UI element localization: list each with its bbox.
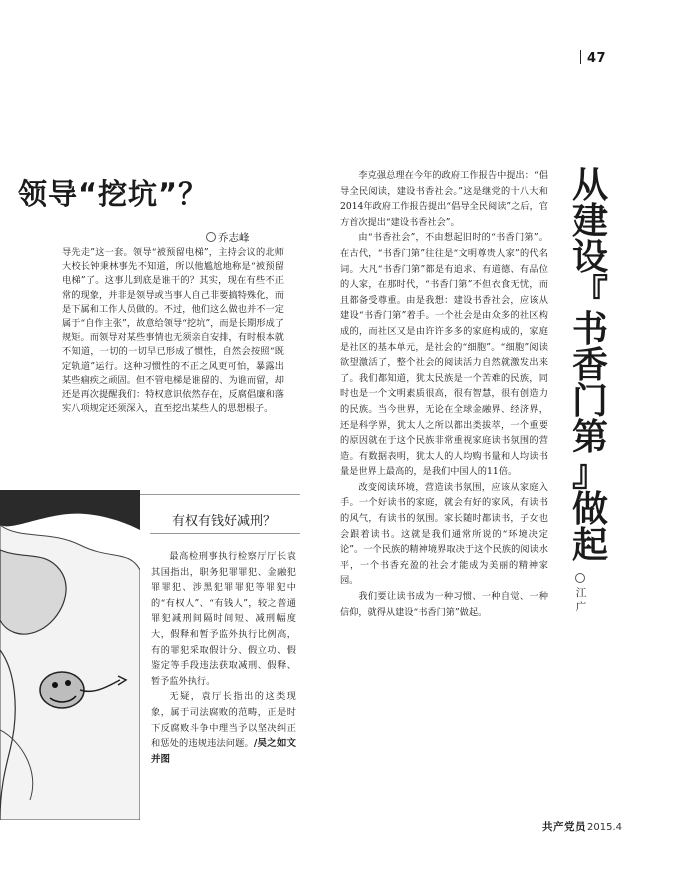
title-char: 设 <box>571 237 608 278</box>
illustration-credit: /吴之如文并图 <box>151 738 296 765</box>
article-title: 领导“挖坑”？ <box>18 177 209 211</box>
title-char: 起 <box>571 525 608 566</box>
magazine-name: 共产党员 <box>542 821 586 833</box>
author-mark-icon <box>575 573 585 583</box>
paragraph: 由“书香社会”，不由想起旧时的“书香门第”。在古代，“书香门第”往往是“文明尊贵人家”的代名词。大凡“书香门第”都是有追求、有道德、有品位的人家，在那时代，“书香门第”不但衣食无忧，而且都备受尊重。由是我想：建设书香社会，应该从建设“书香门第”着手。一个社会是由众多的社区构成的，而社区又是由许许多多的家庭构成的，家庭是社区的基本单元，是社会的“细胞”。“细胞”阅读欲望激活了，整个社会的阅读活力自然就激发出来了。我们都知道，犹太民族是一个苦难的民族，同时也是一个文明素质很高，很有智慧，很有创造力的民族。当今世界，无论在全球金融界、经济界，还是科学界，犹太人之所以都出类拔萃，一个重要的原因就在于这个民族非常重视家庭读书氛围的营造。有数据表明，犹太人的人均购书量和人均读书量是世界上最高的，是我们中国人的11倍。 <box>340 232 548 478</box>
paragraph: 改变阅读环境，营造读书氛围，应该从家庭入手。一个好读书的家庭，就会有好的家风，有读书的风气，有读书的氛围。家长随时都读书，子女也会跟着读书。这就是我们通常所说的“环境决定论”。一个民族的精神境界取决于这个民族的阅读水平，一个书香充盈的社会才能成为美丽的精神家园。 <box>340 481 548 587</box>
paragraph: 李克强总理在今年的政府工作报告中提出：“倡导全民阅读，建设书香社会。”这是继党的十八大和2014年政府工作报告提出“倡导全民阅读”之后，官方首次提出“建设书香社会”。 <box>340 170 548 228</box>
title-char: 第 <box>571 417 608 458</box>
paragraph: 无疑，袁厅长指出的这类现象，属于司法腐败的范畴，正是时下反腐败斗争中理当予以坚决纠正和惩处的违规违法问题。/吴之如文并图 <box>151 691 296 765</box>
sidebar-title: 有权有钱好减刑？ <box>172 514 277 529</box>
title-char: 建 <box>571 201 608 242</box>
sidebar-top-rule <box>140 494 300 495</box>
title-char: 书 <box>571 309 608 350</box>
cartoon-illustration <box>0 490 140 820</box>
article2-vertical-title <box>560 165 620 566</box>
author-mark-icon <box>206 232 216 242</box>
footer <box>542 819 622 834</box>
title-char: 香 <box>571 345 608 386</box>
article-body <box>62 246 284 416</box>
sidebar-body <box>151 549 296 767</box>
article2-author: 江广 <box>573 572 589 614</box>
paragraph: 导先走”这一套。领导“被预留电梯”，主持会议的北师大校长钟秉林事先不知道，所以他尴尬地称是“被预留电梯”了。这事儿到底是谁干的？其实，现在有些不正常的现象，并非是领导或当事人自己非要搞特殊化，而是下属和工作人员做的。不过，他们这么做也并不一定属于“自作主张”，故意给领导“挖坑”，而是长期形成了规矩。而领导对某些事情也无须亲自安排，有时根本就不知道，一切的一切早已形成了惯性，自然会按照“既定轨道”运行。这种习惯性的不正之风更可怕，暴露出某些痼疾之顽固。但不管电梯是谁留的、为谁而留，却还是再次提醒我们：特权意识依然存在，反腐倡廉和落实八项规定还须深入，直至挖出某些人的思想根子。 <box>62 247 284 415</box>
title-char: 』 <box>571 453 608 494</box>
paragraph: 我们要让读书成为一种习惯、一种自觉、一种信仰，就得从建设“书香门第”做起。 <box>340 591 548 618</box>
title-char: 从 <box>571 165 608 206</box>
title-char: 做 <box>571 489 608 530</box>
title-char: 门 <box>571 381 608 422</box>
title-char: 『 <box>571 273 608 314</box>
issue-number: 2015.4 <box>587 822 622 833</box>
page-number: 47 <box>580 50 606 66</box>
article2-body <box>340 168 548 620</box>
paragraph: 最高检刑事执行检察厅厅长袁其国指出，职务犯罪罪犯、金融犯罪罪犯、涉黑犯罪罪犯等罪犯中的“有权人”、“有钱人”，较之普通罪犯减刑间隔时间短、减刑幅度大，假释和暂予监外执行比例高，有的罪犯采取假计分、假立功、假鉴定等手段违法获取减刑、假释、暂予监外执行。 <box>151 551 296 687</box>
article-author: 乔志峰 <box>206 230 250 245</box>
sidebar-title-rule <box>150 533 300 534</box>
